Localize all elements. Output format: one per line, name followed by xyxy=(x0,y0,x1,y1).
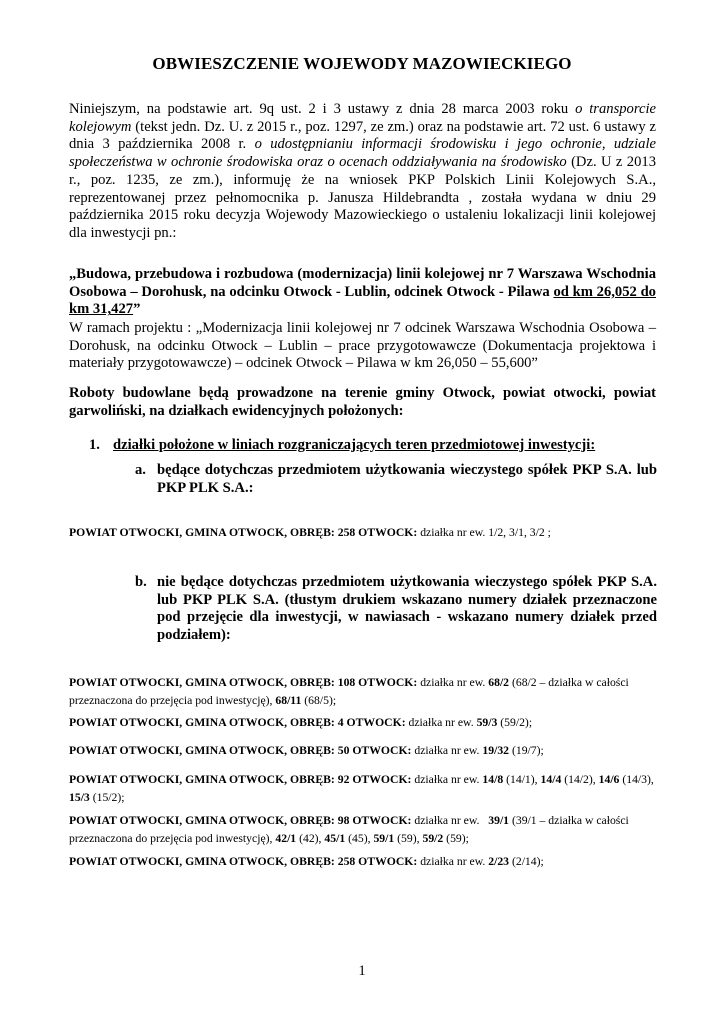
document-title: OBWIESZCZENIE WOJEWODY MAZOWIECKIEGO xyxy=(152,54,572,73)
parcel-entry: POWIAT OTWOCKI, GMINA OTWOCK, OBRĘB: 258 OTWOCK: działka nr ew. 2/23 (2/14); xyxy=(69,855,544,868)
parcel-entry: POWIAT OTWOCKI, GMINA OTWOCK, OBRĘB: 108 OTWOCK: działka nr ew. 68/2 (68/2 – działka w całości przeznaczona do przejęcia pod inwestycję), 68/11 (68/5); xyxy=(69,676,629,707)
intro-paragraph: Niniejszym, na podstawie art. 9q ust. 2 i 3 ustawy z dnia 28 marca 2003 roku o transporcie kolejowym (tekst jedn. Dz. U. z 2015 r., poz. 1297, ze zm.) oraz na podstawie art. 72 ust. 6 ustawy z dnia 3 października 2008 r. o udostępnianiu informacji środowisku i jego ochronie, udziale społeczeństwa w ochronie środowiska oraz o ocenach oddziaływania na środowisko (Dz. U z 2013 r., poz. 1235, ze zm.), informuję że na wniosek PKP Polskich Linii Kolejowych S.A., reprezentowanej przez pełnomocnika p. Janusza Hildebrandta , została wydana w dniu 29 października 2015 roku decyzja Wojewody Mazowieckiego o ustaleniu lokalizacji linii kolejowej dla inwestycji pn.: xyxy=(69,101,656,241)
sub-letter: b. xyxy=(135,574,147,590)
page-number: 1 xyxy=(358,963,366,979)
works-paragraph: Roboty budowlane będą prowadzone na terenie gminy Otwock, powiat otwocki, powiat garwoliński, na działkach ewidencyjnych położonych: xyxy=(69,385,656,419)
sub-item-text: będące dotychczas przedmiotem użytkowania wieczystego spółek PKP S.A. lub PKP PLK S.A.: xyxy=(157,462,657,496)
investment-name: „Budowa, przebudowa i rozbudowa (modernizacja) linii kolejowej nr 7 Warszawa Wschodnia Osobowa – Dorohusk, na odcinku Otwock - Lublin, odcinek Otwock - Pilawa od km 26,052 do km 31,427” xyxy=(69,266,656,318)
project-paragraph: W ramach projektu : „Modernizacja linii kolejowej nr 7 odcinek Warszawa Wschodnia Osobowa – Dorohusk, na odcinku Otwock – Lublin – prace przygotowawcze (Dokumentacja projektowa i materiały przygotowawcze) – odcinek Otwock – Pilawa w km 26,050 – 55,600” xyxy=(69,320,656,372)
parcel-entry-a: POWIAT OTWOCKI, GMINA OTWOCK, OBRĘB: 258 OTWOCK: działka nr ew. 1/2, 3/1, 3/2 ; xyxy=(69,526,551,539)
list-number: 1. xyxy=(89,437,100,453)
parcel-entry: POWIAT OTWOCKI, GMINA OTWOCK, OBRĘB: 98 OTWOCK: działka nr ew. 39/1 (39/1 – działka w całości przeznaczona do przejęcia pod inwestycję), 42/1 (42), 45/1 (45), 59/1 (59), 59/2 (59); xyxy=(69,814,629,845)
sub-letter: a. xyxy=(135,462,146,478)
parcel-entry: POWIAT OTWOCKI, GMINA OTWOCK, OBRĘB: 50 OTWOCK: działka nr ew. 19/32 (19/7); xyxy=(69,744,544,757)
parcel-entry: POWIAT OTWOCKI, GMINA OTWOCK, OBRĘB: 4 OTWOCK: działka nr ew. 59/3 (59/2); xyxy=(69,716,533,729)
sub-item-text: nie będące dotychczas przedmiotem użytkowania wieczystego spółek PKP S.A. lub PKP PLK S.A. (tłustym drukiem wskazano numery działek przeznaczone pod przejęcie dla inwestycji, w nawiasach - wskazano numery działek przed podziałem): xyxy=(157,574,657,644)
list-item-text: działki położone w liniach rozgraniczających teren przedmiotowej inwestycji: xyxy=(113,437,596,453)
parcel-entry: POWIAT OTWOCKI, GMINA OTWOCK, OBRĘB: 92 OTWOCK: działka nr ew. 14/8 (14/1), 14/4 (14/2), 14/6 (14/3), 15/3 (15/2); xyxy=(69,773,654,804)
